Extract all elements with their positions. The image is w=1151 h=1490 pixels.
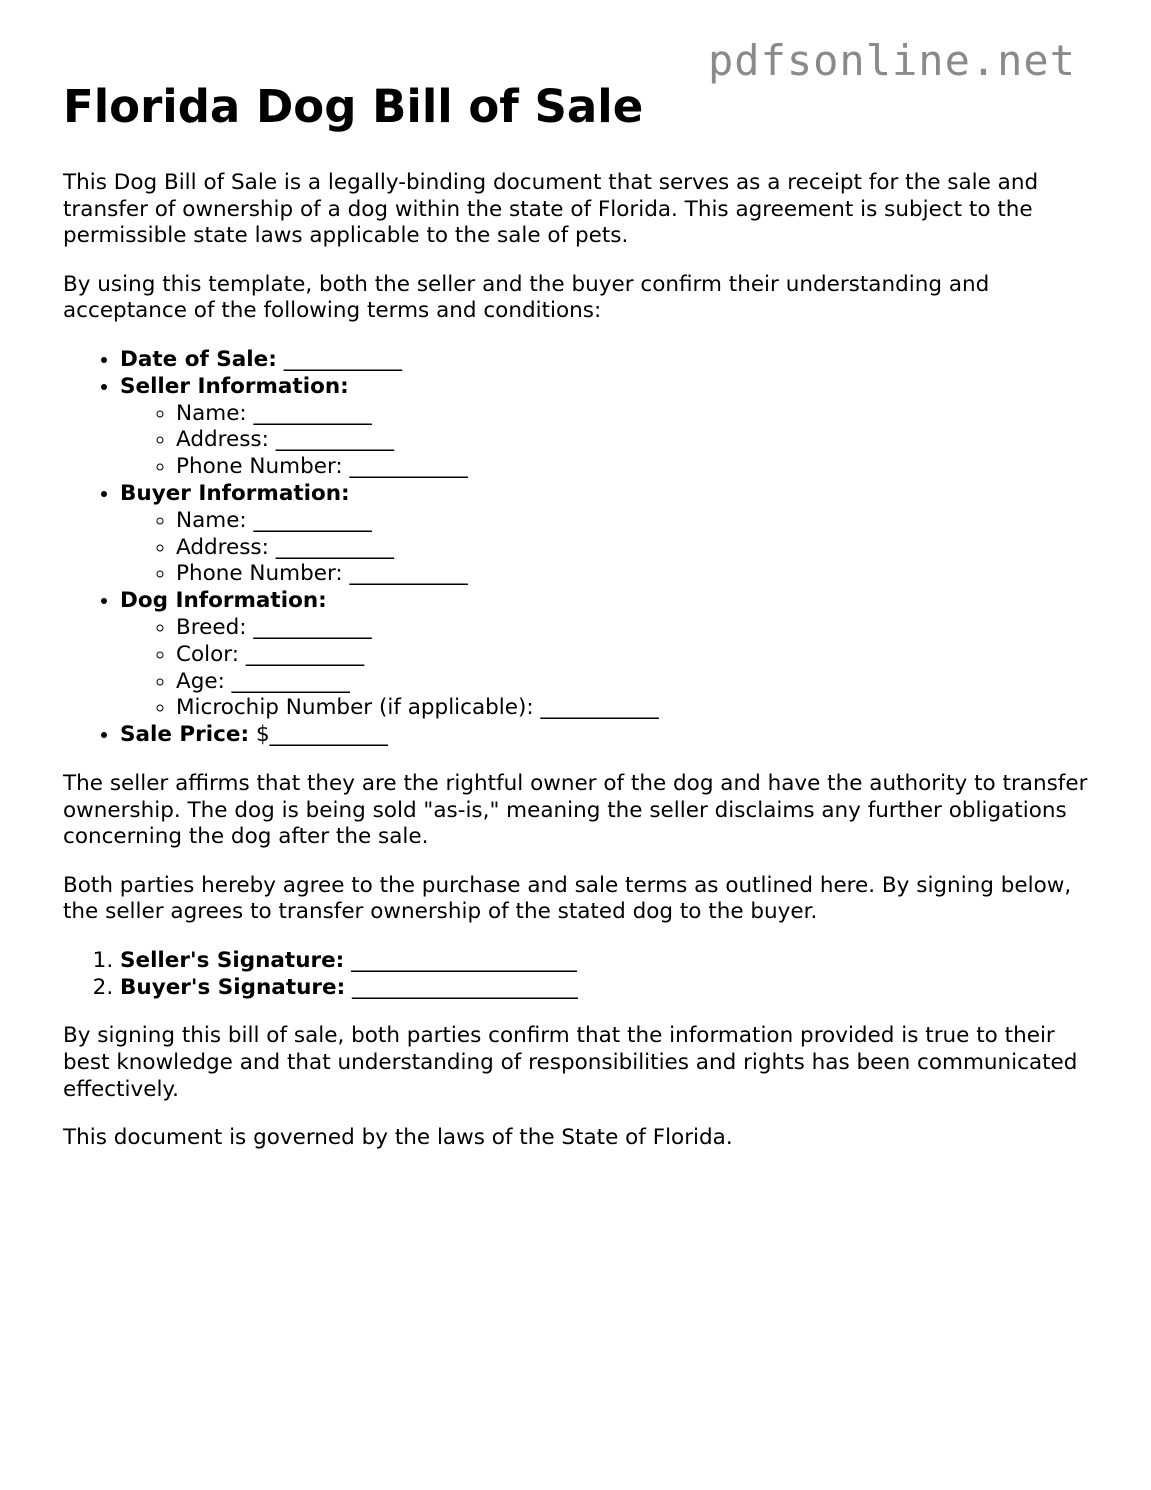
buyer-name-field: ◦ Name: ___________: [176, 508, 1093, 535]
dog-microchip-field: ◦ Microchip Number (if applicable): ___________: [176, 695, 1093, 722]
sale-price-blank: $___________: [255, 722, 388, 748]
buyer-phone-field: ◦ Phone Number: ___________: [176, 561, 1093, 588]
dog-color-field: ◦ Color: ___________: [176, 642, 1093, 669]
buyer-signature-label: Buyer's Signature:: [120, 974, 346, 1000]
field-blank: ___________: [231, 668, 350, 694]
buyer-address-field: ◦ Address: ___________: [176, 535, 1093, 562]
seller-signature-item: [120, 948, 1093, 975]
field-blank: ___________: [349, 454, 468, 480]
intro-paragraph: By using this template, both the seller and the buyer confirm their understanding and acceptance of the following terms and conditions:: [63, 271, 990, 324]
buyer-information-label: Buyer Information:: [120, 480, 350, 506]
buyer-signature-blank: _____________________: [352, 974, 578, 1000]
confirmation-paragraph: By signing this bill of sale, both parties confirm that the information provided is true to their best knowledge and that understanding of responsibilities and rights has been communicated effectively.: [63, 1023, 1078, 1102]
field-blank: ___________: [253, 614, 372, 640]
seller-information-item: [120, 374, 1093, 481]
seller-signature-blank: _____________________: [351, 947, 577, 973]
dog-information-label: Dog Information:: [120, 588, 327, 614]
seller-address-field: ◦ Address: ___________: [176, 427, 1093, 454]
field-blank: ___________: [349, 561, 468, 587]
buyer-signature-item: [120, 975, 1093, 1002]
watermark: pdfsonline.net: [708, 36, 1077, 85]
buyer-fields: [120, 508, 1093, 588]
field-blank: ___________: [245, 641, 365, 667]
field-blank: ___________: [275, 534, 394, 560]
page-title: Florida Dog Bill of Sale: [63, 80, 644, 133]
field-blank: ___________: [253, 507, 372, 533]
dog-information-item: [120, 588, 1093, 722]
sale-price-item: [120, 722, 1093, 749]
sale-price-label: Sale Price:: [120, 722, 250, 748]
affirmation-paragraph: The seller affirms that they are the rightful owner of the dog and have the authority to transfer ownership. The dog is being sold "as-is," meaning the seller disclaims any further obligations concerning the dog after the sale.: [63, 770, 1088, 850]
seller-name-field: ◦ Name: ___________: [176, 401, 1093, 428]
date-of-sale-blank: ___________: [283, 346, 402, 372]
agreement-paragraph: Both parties hereby agree to the purchase and sale terms as outlined here. By signing below, the seller agrees to transfer ownership of the stated dog to the buyer.: [63, 872, 1072, 925]
field-blank: ___________: [253, 400, 372, 426]
intro-paragraph: This Dog Bill of Sale is a legally-binding document that serves as a receipt for the sale and transfer of ownership of a dog within the state of Florida. This agreement is subject to the permissible state laws applicable to the sale of pets.: [63, 170, 1039, 249]
seller-phone-field: ◦ Phone Number: ___________: [176, 454, 1093, 481]
governing-law-paragraph: This document is governed by the laws of the State of Florida.: [63, 1125, 733, 1151]
buyer-information-item: [120, 481, 1093, 588]
dog-age-field: ◦ Age: ___________: [176, 669, 1093, 696]
terms-list: [63, 347, 1093, 749]
seller-information-label: Seller Information:: [120, 373, 349, 399]
field-blank: ___________: [540, 695, 659, 721]
seller-signature-label: Seller's Signature:: [120, 947, 345, 973]
seller-fields: [120, 401, 1093, 481]
date-of-sale-item: [120, 347, 1093, 374]
dog-fields: [120, 615, 1093, 722]
date-of-sale-label: Date of Sale:: [120, 346, 277, 372]
dog-breed-field: ◦ Breed: ___________: [176, 615, 1093, 642]
field-blank: ___________: [275, 427, 394, 453]
signature-list: [63, 948, 1093, 1002]
document-page: [63, 78, 1093, 1174]
